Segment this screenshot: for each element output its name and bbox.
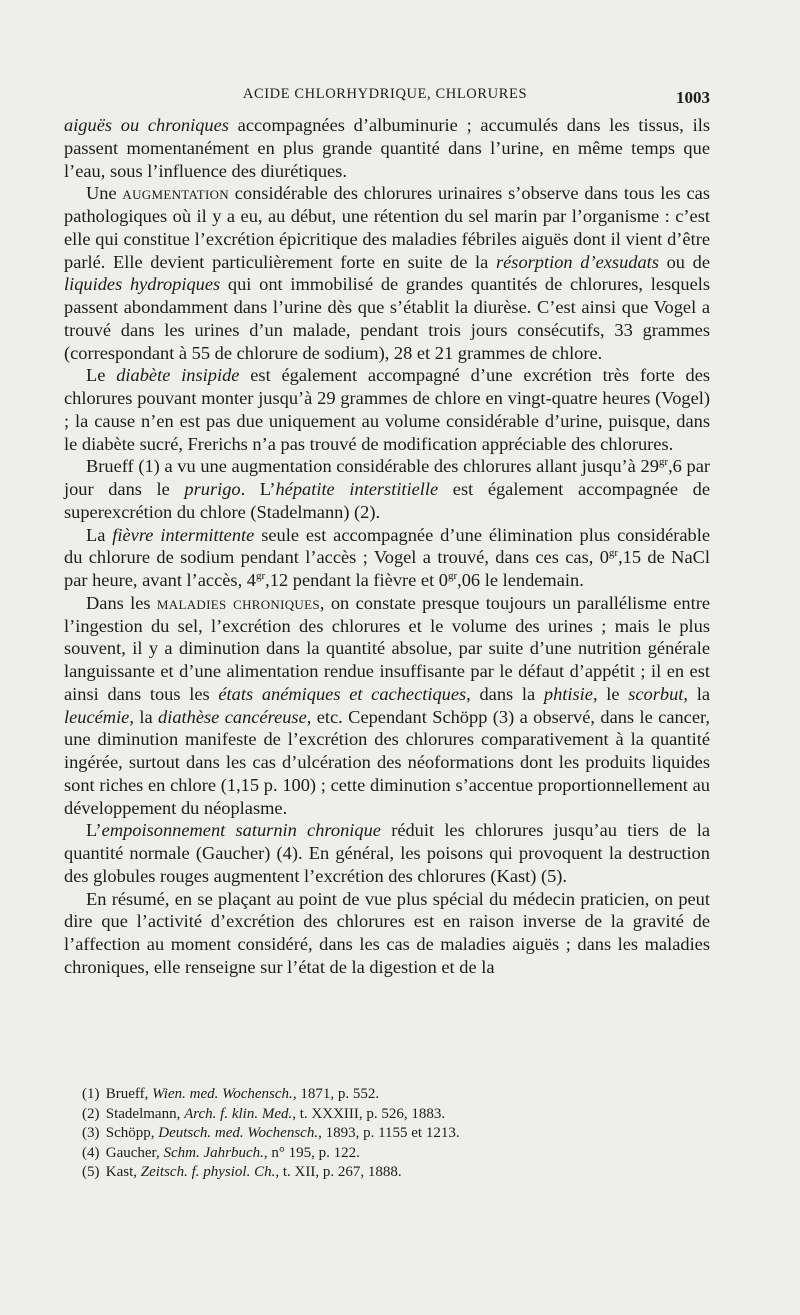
footnote-ref: , 1871, p. 552. xyxy=(292,1086,380,1102)
paragraph-5 xyxy=(64,524,710,592)
footnote-author: Kast, xyxy=(105,1164,141,1180)
footnote-mark: (3) xyxy=(82,1125,100,1141)
paragraph-1 xyxy=(64,114,710,182)
paragraph-2 xyxy=(64,182,710,364)
footnote-journal: Deutsch. med. Wochensch. xyxy=(158,1125,319,1141)
text-run: ,6 par jour dans le xyxy=(64,456,711,499)
text-run: , etc. Cependant Schöpp (3) a observé, dans le cancer, une diminution manifeste de l’excrétion des chlorures comparativement à la quantité ingérée, surtout dans les cas d’ulcération des néoformations dont les produits liquides sont riches en chlore (1,15 p. 100) ; cette diminution s’accentue proportionnellement au développement du néoplasme. xyxy=(64,706,710,818)
text-run: est également accompagné d’une excrétion très forte des chlorures pouvant monter jusqu’à 29 grammes de chlore en vingt-quatre heures (Vogel) ; la cause n’en est pas due uniquement au volume considérable d’urine, puisque, dans le diabète sucré, Frerichs n’a pas trouvé de modification appréciable des chlorures. xyxy=(64,365,711,454)
italic-term: fièvre intermittente xyxy=(112,524,255,545)
paragraph-3 xyxy=(64,364,710,455)
footnote-mark: (4) xyxy=(82,1144,100,1161)
page-header xyxy=(60,86,710,110)
text-run: La xyxy=(86,524,113,545)
italic-term: phtisie xyxy=(543,683,593,704)
text-run: qui ont immobilisé de grandes quantités de chlorures, lesquels passent abondamment dans l’urine dès que s’établit la diurèse. C’est ainsi que Vogel a trouvé dans les urines d’un malade, pendant trois jours consécutifs, 33 grammes (correspondant à 55 de chlorure de sodium), 28 et 21 grammes de chlore. xyxy=(64,274,711,363)
footnote-author: Gaucher, xyxy=(105,1144,164,1161)
text-run: Le xyxy=(86,365,117,386)
text-run: ou de xyxy=(658,251,710,272)
footnote-mark: (1) xyxy=(82,1086,100,1102)
text-run: , on constate presque toujours un parallélisme entre l’ingestion du sel, l’excrétion des chlorures et le volume des urines ; mais le plus souvent, il y a diminution dans la quantité absolue, par suite d’une nutrition générale languissante et d’une alimentation rendue insuffisante par le défaut d’appétit ; il en est ainsi dans tous les xyxy=(64,592,711,704)
footnote-journal: Wien. med. Wochensch. xyxy=(152,1086,293,1102)
paragraph-4 xyxy=(64,455,710,523)
superscript-unit: gr xyxy=(608,547,619,560)
footnote xyxy=(82,1105,682,1125)
text-run: , le xyxy=(592,683,629,704)
running-title: ACIDE CHLORHYDRIQUE, CHLORURES xyxy=(242,86,528,102)
text-run: En résumé, en se plaçant au point de vue plus spécial du médecin praticien, on peut dire que l’activité d’excrétion des chlorures est en raison inverse de la gravité de l’affection au moment considéré, dans les cas de maladies aiguës ; dans les maladies chroniques, elle renseigne sur l’état de la digestion et de la xyxy=(64,888,710,977)
italic-term: prurigo xyxy=(184,479,241,499)
text-run: considérable des chlorures urinaires s’observe dans tous les cas pathologiques où il y a eu, au début, une rétention du sel marin par l’organisme : c’est elle qui constitue l’excrétion épicritique des maladies fébriles aiguës dont il vient d’être parlé. Elle devient particulièrement forte en suite de la xyxy=(64,183,710,272)
footnote-journal: Schm. Jahrbuch. xyxy=(163,1144,264,1161)
italic-term: diathèse cancéreuse xyxy=(158,706,307,727)
page-number: 1003 xyxy=(676,88,710,107)
footnote-journal: Arch. f. klin. Med. xyxy=(184,1105,293,1122)
italic-term: empoisonnement saturnin chronique xyxy=(101,820,381,841)
footnote-author: Stadelmann, xyxy=(105,1105,185,1122)
italic-term: liquides hydropiques xyxy=(64,274,221,295)
paragraph-8 xyxy=(64,888,710,979)
footnote-author: Schöpp, xyxy=(105,1125,159,1141)
text-run: accompagnées d’albuminurie ; accumulés dans les tissus, ils passent momentanément en plus grande quantité dans l’urine, en même temps que l’eau, sous l’influence des diurétiques. xyxy=(64,115,710,181)
paragraph-7 xyxy=(64,819,710,887)
text-run: Une xyxy=(86,183,123,204)
footnote-journal: Zeitsch. f. physiol. Ch. xyxy=(140,1164,276,1180)
italic-term: états anémiques et cachectiques xyxy=(218,683,467,704)
superscript-unit: gr xyxy=(447,569,458,582)
footnote-author: Brueff, xyxy=(105,1086,153,1102)
small-caps-term: maladies chroniques xyxy=(156,592,320,613)
text-run: ,15 de NaCl par heure, avant l’accès, 4 xyxy=(64,547,710,590)
footnotes xyxy=(82,1085,682,1183)
footnote-ref: , t. XII, p. 267, 1888. xyxy=(275,1164,402,1180)
text-run: L’ xyxy=(86,820,102,841)
body-text xyxy=(64,114,710,979)
italic-term: diabète insipide xyxy=(116,365,240,386)
footnote xyxy=(82,1163,682,1183)
italic-term: leucémie xyxy=(64,706,130,727)
paragraph-6 xyxy=(64,592,710,820)
italic-term: résorption d’exsudats xyxy=(495,251,659,272)
small-caps-term: augmentation xyxy=(122,183,229,204)
text-run: est également accompagnée de superexcrétion du chlore (Stadelmann) (2). xyxy=(64,479,710,522)
text-run: , la xyxy=(129,706,159,727)
superscript-unit: gr xyxy=(255,569,266,582)
footnote-ref: , t. XXXIII, p. 526, 1883. xyxy=(292,1105,446,1122)
italic-term: aiguës ou chroniques xyxy=(64,115,229,135)
footnote-mark: (2) xyxy=(82,1105,100,1122)
footnote-ref: , n° 195, p. 122. xyxy=(263,1144,360,1161)
text-run: ,12 pendant la fièvre et 0 xyxy=(265,570,448,590)
text-run: réduit les chlorures jusqu’au tiers de la quantité normale (Gaucher) (4). En général, les poisons qui provoquent la destruction des globules rouges augmentent l’excrétion des chlorures (Kast) (5). xyxy=(64,820,710,886)
text-run: Brueff (1) a vu une augmentation considérable des chlorures allant jusqu’à 29 xyxy=(86,456,659,477)
footnote xyxy=(82,1124,682,1144)
text-run: ,06 le lendemain. xyxy=(457,570,584,590)
footnote-ref: , 1893, p. 1155 et 1213. xyxy=(318,1125,460,1141)
text-run: , la xyxy=(683,683,711,704)
footnote xyxy=(82,1144,682,1164)
text-run: Dans les xyxy=(86,592,157,613)
superscript-unit: gr xyxy=(658,456,669,469)
text-run: . L’ xyxy=(240,479,276,499)
text-run: , dans la xyxy=(466,683,544,704)
text-run: seule est accompagnée d’une élimination plus considérable du chlorure de sodium pendant l’accès ; Vogel a trouvé, dans ces cas, 0 xyxy=(64,524,710,568)
footnote xyxy=(82,1085,682,1105)
italic-term: hépatite interstitielle xyxy=(275,479,439,499)
footnote-mark: (5) xyxy=(82,1164,100,1180)
italic-term: scorbut xyxy=(628,683,684,704)
